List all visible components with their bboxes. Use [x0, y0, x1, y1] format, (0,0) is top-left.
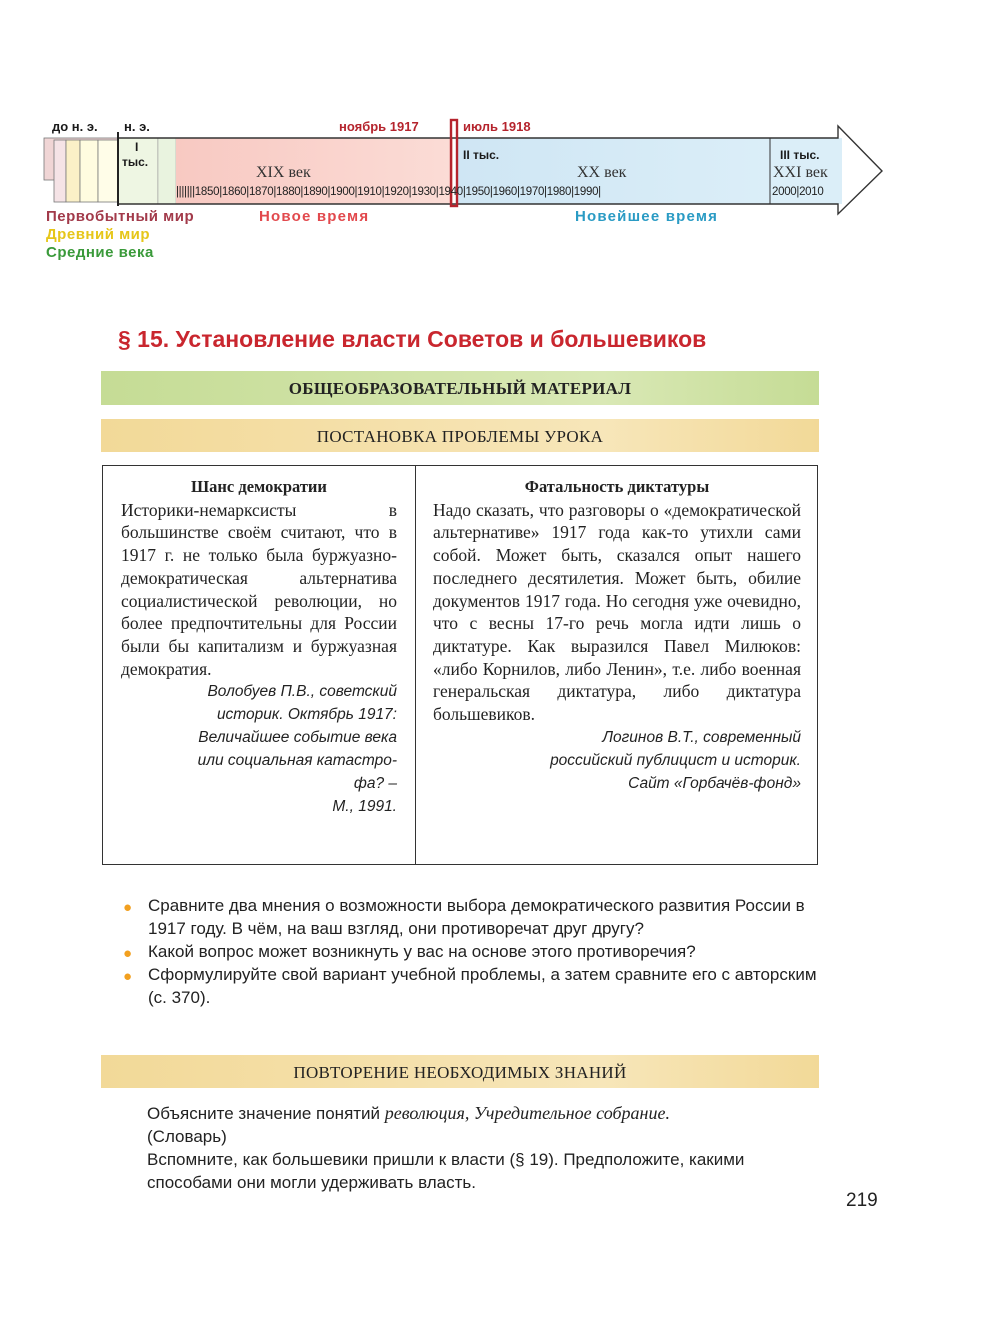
tl-years-scale-21: 2000|2010 — [772, 186, 824, 198]
review-line-1 — [147, 1102, 823, 1125]
tl-era-ancient: Древний мир — [46, 226, 151, 243]
quote-left-source — [121, 680, 397, 818]
bullet-icon: ● — [123, 945, 133, 962]
quote-left-source-line: Величайшее событие века — [198, 729, 397, 747]
question-item — [123, 963, 823, 1009]
tl-mil1-line1: I — [135, 140, 139, 154]
quote-right-source-line: Сайт «Горбачёв-фонд» — [628, 774, 801, 792]
tl-era-modern: Новое время — [259, 208, 370, 225]
tl-before-era-label: до н. э. — [52, 119, 98, 134]
tl-mil3-label: III тыс. — [780, 148, 820, 162]
tl-mil1-line2: тыс. — [122, 155, 149, 169]
tl-jul1918-label: июль 1918 — [463, 119, 531, 134]
quote-right-source-line: российский публицист и историк. — [550, 751, 801, 769]
band-lesson-problem: ПОСТАНОВКА ПРОБЛЕМЫ УРОКА — [101, 419, 819, 452]
tl-nov1917-label: ноябрь 1917 — [339, 119, 419, 134]
tl-century-21: XXI век — [773, 164, 828, 181]
band-review: ПОВТОРЕНИЕ НЕОБХОДИМЫХ ЗНАНИЙ — [101, 1055, 819, 1088]
tl-era-primitive: Первобытный мир — [46, 208, 195, 225]
tl-early-band1 — [54, 140, 66, 202]
review-block — [147, 1102, 823, 1194]
tl-years-scale: |||||||1850|1860|1870|1880|1890|1900|1910|1920|1930|1940|1950|1960|1970|1980|1990| — [176, 186, 601, 198]
term-constituent-assembly: Учредительное собрание — [473, 1103, 666, 1123]
quote-left-heading: Шанс демократии — [191, 477, 327, 496]
quote-left-source-line: М., 1991. — [332, 798, 397, 816]
quote-left-source-line: или социальная катастро- — [197, 752, 397, 770]
term-period: . — [665, 1103, 670, 1123]
tl-early-band3 — [80, 140, 98, 202]
band-general-material: ОБЩЕОБРАЗОВАТЕЛЬНЫЙ МАТЕРИАЛ — [101, 371, 819, 405]
page-number: 219 — [846, 1190, 878, 1211]
quote-right — [433, 476, 801, 795]
question-item — [123, 894, 823, 940]
term-separator: , — [464, 1103, 474, 1123]
tl-our-era-label: н. э. — [124, 119, 150, 134]
timeline — [0, 0, 985, 270]
quote-left — [121, 476, 397, 818]
quote-right-heading: Фатальность диктатуры — [524, 477, 710, 496]
tl-century-19: XIX век — [256, 164, 311, 181]
question-text: Какой вопрос может возникнуть у вас на основе этого противоречия? — [148, 942, 696, 961]
bullet-icon: ● — [123, 968, 133, 985]
quotes-table — [102, 465, 818, 865]
tl-medieval-end — [158, 138, 176, 204]
quote-right-source-line: Логинов В.Т., современный — [602, 728, 801, 746]
quote-left-source-line: фа? – — [353, 775, 397, 793]
review-line-3: Вспомните, как большевики пришли к власти (§ 19). Предположите, какими способами они могли удерживать власть. — [147, 1150, 745, 1192]
tl-century-20: XX век — [577, 164, 627, 181]
tl-era-newest: Новейшее время — [575, 208, 719, 225]
review-line-2: (Словарь) — [147, 1127, 227, 1146]
questions-list — [123, 894, 823, 1009]
tl-early-band4 — [98, 140, 118, 202]
quote-right-source — [433, 726, 801, 795]
quote-left-source-line: историк. Октябрь 1917: — [216, 706, 397, 724]
bullet-icon: ● — [123, 899, 133, 916]
quote-left-text: Историки-немарксисты в большинстве своём считают, что в 1917 г. не только была буржуазно-демократическая альтернатива социалистической революции, но более предпочтительны для России были бы капитализм и буржуазная демократия. — [121, 499, 397, 679]
section-title: § 15. Установление власти Советов и большевиков — [118, 326, 707, 352]
quote-left-source-line: Волобуев П.В., советский — [207, 683, 397, 701]
tl-era-medieval: Средние века — [46, 244, 154, 261]
question-text: Сравните два мнения о возможности выбора демократического развития России в 1917 году. В чём, на ваш взгляд, они противоречат друг другу? — [148, 896, 805, 938]
question-item — [123, 940, 823, 963]
tl-mil2-label: II тыс. — [463, 148, 500, 162]
tl-early-band2 — [66, 140, 80, 202]
quote-right-text: Надо сказать, что разговоры о «демократической альтернативе» 1917 года как-то утихли сами собой. Может быть, сказался опыт нашего последнего десятилетия. Может быть, обилие документов 1917 года. Но сегодня уже очевидно, что с весны 17-го речь могла идти лишь о диктатуре. Как выразился Павел Милюков: «либо Корнилов, либо Ленин», т.е. либо военная генеральская диктатура, либо диктатура большевиков. — [433, 499, 801, 725]
term-revolution: революция — [384, 1103, 465, 1123]
review-prefix: Объясните значение понятий — [147, 1104, 385, 1123]
quotes-divider — [415, 466, 416, 864]
question-text: Сформулируйте свой вариант учебной проблемы, а затем сравните его с авторским (с. 370). — [148, 965, 817, 1007]
